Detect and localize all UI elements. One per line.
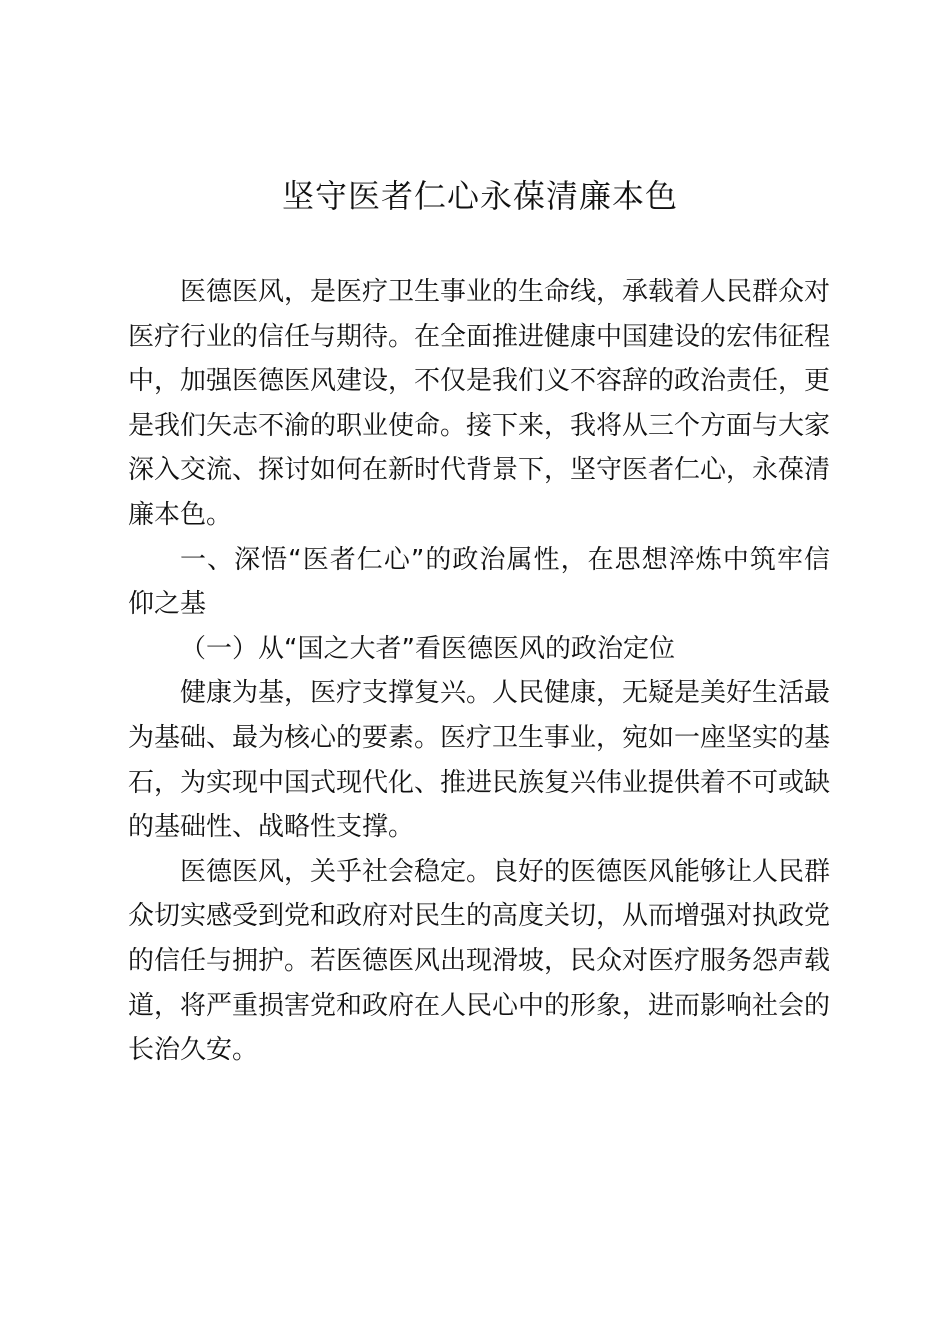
- text-line: 长治久安。: [128, 1035, 259, 1066]
- text-line: 廉本色。: [128, 499, 233, 530]
- document-body: [128, 270, 830, 1073]
- section-heading-1: [128, 538, 830, 627]
- document-title: 坚守医者仁心永葆清廉本色: [281, 177, 678, 215]
- text-line: 医德医风，关乎社会稳定。良好的医德医风能够让人民群: [180, 856, 831, 887]
- text-line: 的基础性、战略性支撑。: [128, 812, 415, 843]
- text-line: 是我们矢志不渝的职业使命。接下来，我将从三个方面与大家: [128, 410, 831, 441]
- paragraph-intro: [128, 270, 830, 538]
- text-line: （一）从“国之大者”看医德医风的政治定位: [180, 633, 675, 664]
- subsection-heading-1: [128, 627, 830, 672]
- text-line: 为基础、最为核心的要素。医疗卫生事业，宛如一座坚实的基: [128, 722, 831, 753]
- text-line: 健康为基，医疗支撑复兴。人民健康，无疑是美好生活最: [180, 678, 831, 709]
- text-line: 道，将严重损害党和政府在人民心中的形象，进而影响社会的: [128, 990, 831, 1021]
- text-line: 医疗行业的信任与期待。在全面推进健康中国建设的宏伟征程: [128, 321, 831, 352]
- text-line: 一、深悟“医者仁心”的政治属性，在思想淬炼中筑牢信: [180, 544, 830, 575]
- text-line: 石，为实现中国式现代化、推进民族复兴伟业提供着不可或缺: [128, 767, 831, 798]
- text-line: 仰之基: [128, 589, 207, 620]
- text-line: 的信任与拥护。若医德医风出现滑坡，民众对医疗服务怨声载: [128, 945, 831, 976]
- paragraph-health: [128, 671, 830, 849]
- paragraph-stability: [128, 850, 830, 1073]
- text-line: 中，加强医德医风建设，不仅是我们义不容辞的政治责任，更: [128, 366, 831, 397]
- text-line: 医德医风，是医疗卫生事业的生命线，承载着人民群众对: [180, 277, 831, 307]
- text-line: 众切实感受到党和政府对民生的高度关切，从而增强对执政党: [128, 901, 831, 932]
- text-line: 深入交流、探讨如何在新时代背景下，坚守医者仁心，永葆清: [128, 455, 831, 486]
